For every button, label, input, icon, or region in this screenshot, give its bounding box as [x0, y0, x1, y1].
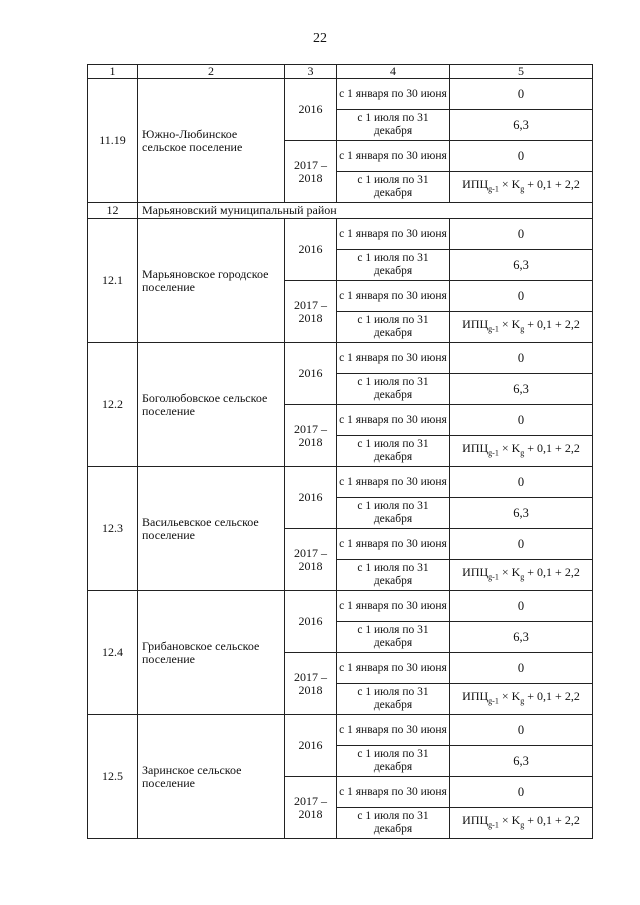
header-cell: 3: [285, 65, 337, 79]
settlement-number: 12.3: [88, 467, 138, 591]
formula-part: g-1: [488, 696, 499, 706]
header-cell: 5: [450, 65, 593, 79]
formula-part: × K: [498, 565, 521, 580]
formula-part: × K: [498, 441, 521, 456]
table-row: [88, 79, 593, 110]
formula-part: × K: [498, 813, 521, 828]
settlement-number: 12.4: [88, 591, 138, 715]
table-row: [88, 715, 593, 746]
formula-part: ИПЦ: [462, 317, 489, 332]
formula-part: ИПЦ: [462, 441, 489, 456]
period-cell: с 1 января по 30 июня: [337, 529, 450, 560]
tariff-table: [87, 64, 593, 839]
period-cell: с 1 января по 30 июня: [337, 405, 450, 436]
value-cell: 0: [450, 79, 593, 110]
value-cell: 6,3: [450, 498, 593, 529]
value-cell: 0: [450, 653, 593, 684]
formula-cell: [450, 312, 593, 343]
formula-part: × K: [498, 317, 521, 332]
formula-part: g: [520, 184, 525, 194]
formula-cell: [450, 172, 593, 203]
formula-part: + 0,1 + 2,2: [524, 813, 580, 828]
formula-part: g: [520, 572, 525, 582]
header-row: [88, 65, 593, 79]
period-cell: с 1 июля по 31 декабря: [337, 746, 450, 777]
header-cell: 2: [138, 65, 285, 79]
year-cell: 2017 – 2018: [285, 281, 337, 343]
formula-cell: [450, 684, 593, 715]
table-row: [88, 467, 593, 498]
formula-part: + 0,1 + 2,2: [524, 565, 580, 580]
settlement-name: Южно-Любинское сельское поселение: [138, 79, 285, 203]
period-cell: с 1 июля по 31 декабря: [337, 622, 450, 653]
header-cell: 1: [88, 65, 138, 79]
year-cell: 2017 – 2018: [285, 405, 337, 467]
settlement-number: 11.19: [88, 79, 138, 203]
period-cell: с 1 января по 30 июня: [337, 653, 450, 684]
settlement-name: Васильевское сельское поселение: [138, 467, 285, 591]
period-cell: с 1 января по 30 июня: [337, 715, 450, 746]
value-cell: 0: [450, 343, 593, 374]
period-cell: с 1 июля по 31 декабря: [337, 312, 450, 343]
period-cell: с 1 января по 30 июня: [337, 343, 450, 374]
year-cell: 2017 – 2018: [285, 529, 337, 591]
period-cell: с 1 июля по 31 декабря: [337, 498, 450, 529]
settlement-name: Боголюбовское сельское поселение: [138, 343, 285, 467]
district-row: [88, 203, 593, 219]
value-cell: 0: [450, 777, 593, 808]
year-cell: 2016: [285, 591, 337, 653]
settlement-name: Грибановское сельское поселение: [138, 591, 285, 715]
period-cell: с 1 июля по 31 декабря: [337, 374, 450, 405]
district-name: Марьяновский муниципальный район: [138, 203, 593, 219]
formula: [462, 689, 580, 706]
formula: [462, 813, 580, 830]
settlement-number: 12.1: [88, 219, 138, 343]
settlement-name: Марьяновское городское поселение: [138, 219, 285, 343]
formula-part: g: [520, 324, 525, 334]
period-cell: с 1 января по 30 июня: [337, 79, 450, 110]
year-cell: 2017 – 2018: [285, 653, 337, 715]
formula-part: g-1: [488, 448, 499, 458]
year-cell: 2017 – 2018: [285, 777, 337, 839]
formula-part: g: [520, 820, 525, 830]
formula-part: ИПЦ: [462, 813, 489, 828]
value-cell: 0: [450, 141, 593, 172]
settlement-number: 12.2: [88, 343, 138, 467]
value-cell: 0: [450, 529, 593, 560]
period-cell: с 1 июля по 31 декабря: [337, 172, 450, 203]
formula-cell: [450, 436, 593, 467]
value-cell: 0: [450, 467, 593, 498]
year-cell: 2016: [285, 467, 337, 529]
formula-cell: [450, 808, 593, 839]
formula-part: g-1: [488, 820, 499, 830]
value-cell: 0: [450, 405, 593, 436]
district-number: 12: [88, 203, 138, 219]
value-cell: 6,3: [450, 746, 593, 777]
period-cell: с 1 января по 30 июня: [337, 281, 450, 312]
settlement-name: Заринское сельское поселение: [138, 715, 285, 839]
period-cell: с 1 июля по 31 декабря: [337, 110, 450, 141]
period-cell: с 1 января по 30 июня: [337, 591, 450, 622]
formula-part: × K: [498, 689, 521, 704]
formula-part: × K: [498, 177, 521, 192]
header-cell: 4: [337, 65, 450, 79]
formula-part: g-1: [488, 324, 499, 334]
formula-part: + 0,1 + 2,2: [524, 177, 580, 192]
page-number: 22: [313, 31, 327, 46]
period-cell: с 1 июля по 31 декабря: [337, 808, 450, 839]
period-cell: с 1 июля по 31 декабря: [337, 436, 450, 467]
formula-part: + 0,1 + 2,2: [524, 317, 580, 332]
value-cell: 6,3: [450, 250, 593, 281]
period-cell: с 1 января по 30 июня: [337, 219, 450, 250]
table-row: [88, 591, 593, 622]
table-row: [88, 219, 593, 250]
settlement-number: 12.5: [88, 715, 138, 839]
formula-part: g-1: [488, 572, 499, 582]
period-cell: с 1 июля по 31 декабря: [337, 560, 450, 591]
value-cell: 6,3: [450, 622, 593, 653]
formula-part: ИПЦ: [462, 177, 489, 192]
period-cell: с 1 июля по 31 декабря: [337, 684, 450, 715]
formula-part: g: [520, 448, 525, 458]
value-cell: 0: [450, 715, 593, 746]
year-cell: 2017 – 2018: [285, 141, 337, 203]
formula: [462, 441, 580, 458]
formula-part: ИПЦ: [462, 689, 489, 704]
value-cell: 6,3: [450, 374, 593, 405]
year-cell: 2016: [285, 219, 337, 281]
formula-part: + 0,1 + 2,2: [524, 689, 580, 704]
value-cell: 0: [450, 219, 593, 250]
period-cell: с 1 января по 30 июня: [337, 777, 450, 808]
formula: [462, 565, 580, 582]
table-row: [88, 343, 593, 374]
year-cell: 2016: [285, 715, 337, 777]
formula: [462, 317, 580, 334]
period-cell: с 1 января по 30 июня: [337, 467, 450, 498]
period-cell: с 1 января по 30 июня: [337, 141, 450, 172]
formula-part: + 0,1 + 2,2: [524, 441, 580, 456]
period-cell: с 1 июля по 31 декабря: [337, 250, 450, 281]
formula-part: g-1: [488, 184, 499, 194]
year-cell: 2016: [285, 79, 337, 141]
formula-cell: [450, 560, 593, 591]
formula-part: ИПЦ: [462, 565, 489, 580]
value-cell: 0: [450, 591, 593, 622]
year-cell: 2016: [285, 343, 337, 405]
value-cell: 0: [450, 281, 593, 312]
formula-part: g: [520, 696, 525, 706]
value-cell: 6,3: [450, 110, 593, 141]
formula: [462, 177, 580, 194]
